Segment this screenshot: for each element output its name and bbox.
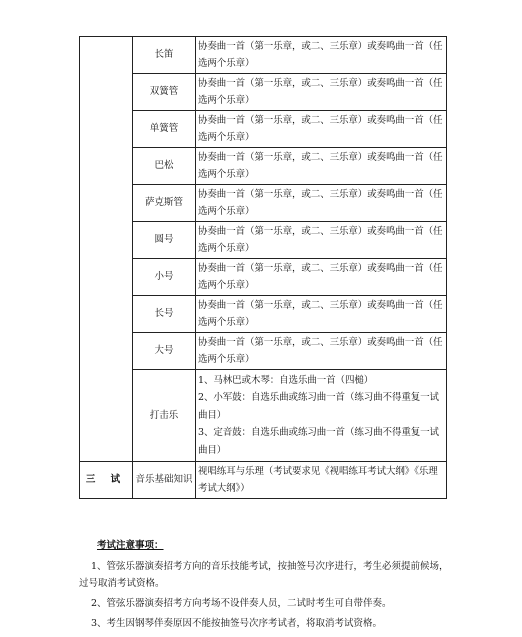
percussion-line: 1、马林巴或木琴：自选乐曲一首（四槌） (198, 374, 374, 386)
table-row (80, 111, 447, 148)
table-row (80, 222, 447, 259)
subject-requirement: 视唱练耳与乐理（考试要求见《视唱练耳考试大纲》《乐理考试大纲》） (196, 462, 447, 499)
instrument-name: 圆号 (133, 222, 196, 259)
note-item: 2、管弦乐器演奏招考方向考场不设伴奏人员，二试时考生可自带伴奏。 (91, 598, 392, 609)
table-row (80, 296, 447, 333)
instrument-name: 小号 (133, 259, 196, 296)
instrument-name: 长笛 (133, 37, 196, 74)
instrument-requirement: 协奏曲一首（第一乐章，或二、三乐章）或奏鸣曲一首（任选两个乐章） (196, 296, 447, 333)
instrument-requirement: 协奏曲一首（第一乐章，或二、三乐章）或奏鸣曲一首（任选两个乐章） (196, 259, 447, 296)
instrument-name: 大号 (133, 333, 196, 370)
table-row (80, 37, 447, 74)
table-row-percussion (80, 370, 447, 462)
exam-notes (79, 537, 449, 635)
exam-requirements-table (79, 36, 447, 499)
table-row (80, 259, 447, 296)
instrument-requirement: 协奏曲一首（第一乐章，或二、三乐章）或奏鸣曲一首（任选两个乐章） (196, 148, 447, 185)
instrument-name: 双簧管 (133, 74, 196, 111)
table-row (80, 148, 447, 185)
round-cell-blank (80, 37, 133, 462)
instrument-requirement: 协奏曲一首（第一乐章，或二、三乐章）或奏鸣曲一首（任选两个乐章） (196, 185, 447, 222)
table-row (80, 333, 447, 370)
percussion-line: 3、定音鼓：自选乐曲或练习曲一首（练习曲不得重复一试曲目） (198, 427, 439, 456)
table-row (80, 74, 447, 111)
note-item: 1、管弦乐器演奏招考方向的音乐技能考试，按抽签号次序进行，考生必须提前候场，过号取消考试资格。 (79, 561, 449, 589)
note-item: 3、考生因钢琴伴奏原因不能按抽签号次序考试者，将取消考试资格。 (91, 618, 383, 629)
subject-name: 音乐基础知识 (133, 462, 196, 499)
instrument-requirement: 协奏曲一首（第一乐章，或二、三乐章）或奏鸣曲一首（任选两个乐章） (196, 37, 447, 74)
instrument-requirement: 协奏曲一首（第一乐章，或二、三乐章）或奏鸣曲一首（任选两个乐章） (196, 333, 447, 370)
notes-title: 考试注意事项： (97, 540, 164, 551)
round-label: 三 试 (80, 462, 133, 499)
instrument-name: 单簧管 (133, 111, 196, 148)
instrument-requirement: 协奏曲一首（第一乐章，或二、三乐章）或奏鸣曲一首（任选两个乐章） (196, 111, 447, 148)
instrument-name: 萨克斯管 (133, 185, 196, 222)
instrument-name: 长号 (133, 296, 196, 333)
instrument-requirement: 协奏曲一首（第一乐章，或二、三乐章）或奏鸣曲一首（任选两个乐章） (196, 222, 447, 259)
instrument-name: 巴松 (133, 148, 196, 185)
instrument-name: 打击乐 (133, 370, 196, 462)
percussion-line: 2、小军鼓：自选乐曲或练习曲一首（练习曲不得重复一试曲目） (198, 392, 439, 421)
instrument-requirement: 协奏曲一首（第一乐章，或二、三乐章）或奏鸣曲一首（任选两个乐章） (196, 74, 447, 111)
percussion-requirements (196, 370, 447, 462)
table-row-third-round (80, 462, 447, 499)
table-row (80, 185, 447, 222)
